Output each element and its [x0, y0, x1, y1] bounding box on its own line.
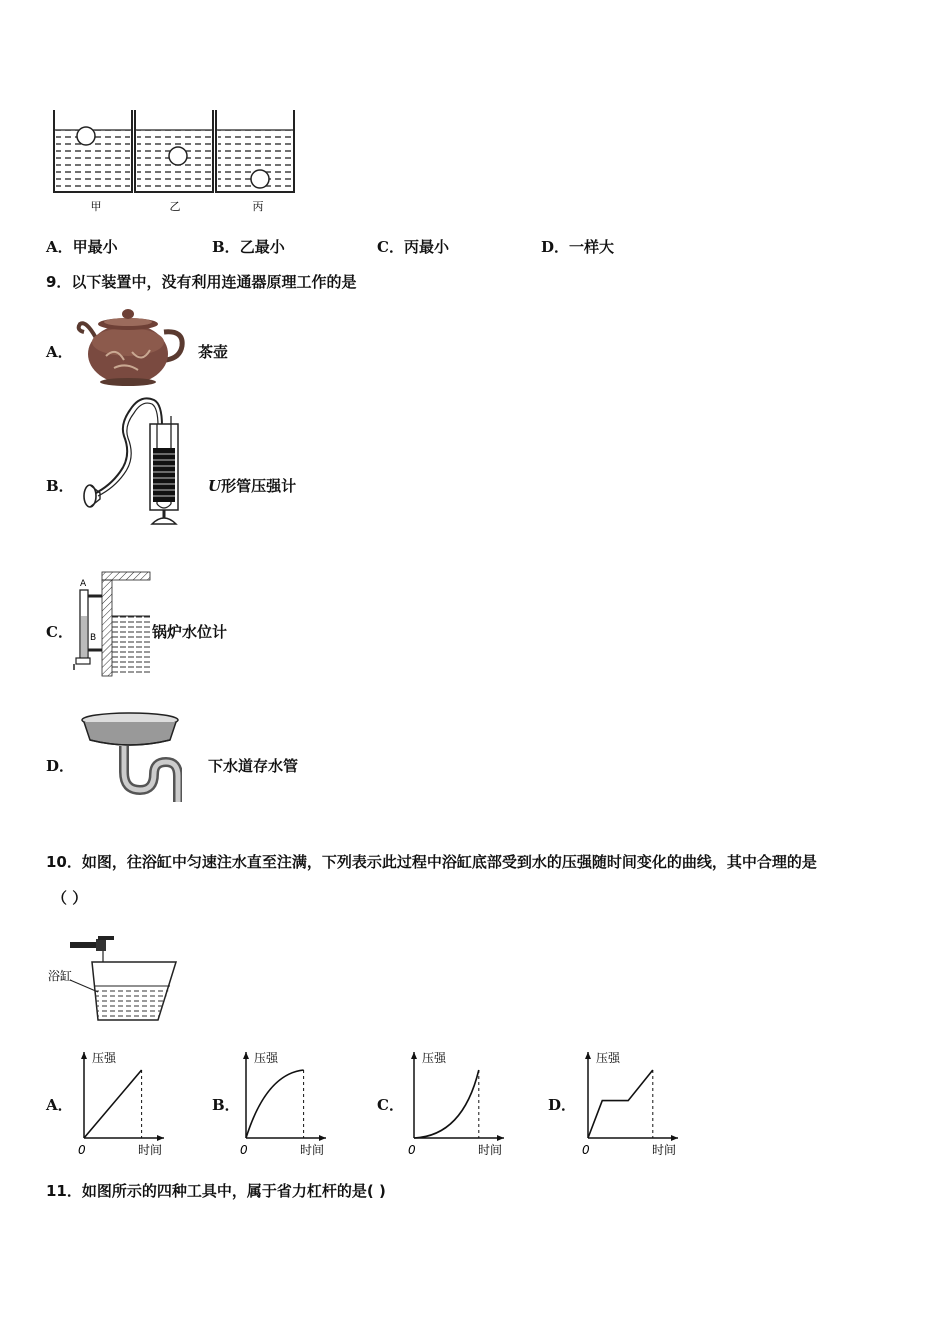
- u-tube-manometer-image: [80, 386, 188, 528]
- x-axis-label: 时间: [138, 1143, 163, 1157]
- teapot-image: [76, 302, 188, 388]
- q9-option-c-text: 锅炉水位计: [152, 623, 228, 641]
- x-axis-label: 时间: [478, 1143, 503, 1157]
- y-axis-arrow: [585, 1052, 591, 1059]
- bathtub-figure: [46, 934, 180, 1026]
- tub-label: 浴缸: [48, 969, 73, 983]
- beaker-bing: [216, 110, 294, 192]
- q10-option-a[interactable]: A．: [46, 1096, 73, 1114]
- label-jia: 甲: [90, 200, 102, 213]
- origin-label: 0: [408, 1143, 416, 1157]
- x-axis-arrow: [497, 1135, 504, 1141]
- label-bing: 丙: [252, 200, 264, 213]
- q9-option-b[interactable]: B．: [46, 477, 74, 495]
- y-axis-label: 压强: [92, 1051, 117, 1065]
- pressure-curve: [588, 1070, 653, 1138]
- q10-graph-d: [578, 1046, 698, 1160]
- q10-stem: 10．如图，往浴缸中匀速注水直至注满，下列表示此过程中浴缸底部受到水的压强随时间变化的曲线，其中合理的是: [46, 853, 817, 871]
- pressure-curve: [414, 1070, 479, 1138]
- x-axis-arrow: [157, 1135, 164, 1141]
- q9-option-a-text: 茶壶: [198, 343, 229, 361]
- y-axis-label: 压强: [596, 1051, 621, 1065]
- y-axis-label: 压强: [422, 1051, 447, 1065]
- q10-graph-c: [404, 1046, 524, 1160]
- x-axis-arrow: [671, 1135, 678, 1141]
- y-axis-arrow: [81, 1052, 87, 1059]
- drain-trap-image: [80, 710, 182, 804]
- x-axis-arrow: [319, 1135, 326, 1141]
- q9-option-c[interactable]: C．: [46, 623, 73, 641]
- y-axis-label: 压强: [254, 1051, 279, 1065]
- q8-option-c[interactable]: C．丙最小: [377, 238, 449, 256]
- q10-answer-paren: （ ）: [52, 889, 88, 907]
- ball-bing: [251, 170, 269, 188]
- q8-option-b[interactable]: B．乙最小: [212, 238, 285, 256]
- q10-option-c[interactable]: C．: [377, 1096, 404, 1114]
- pressure-curve: [246, 1070, 304, 1138]
- beaker-jia: [54, 110, 132, 192]
- x-axis-label: 时间: [300, 1143, 325, 1157]
- origin-label: 0: [78, 1143, 86, 1157]
- q9-stem: 9．以下装置中，没有利用连通器原理工作的是: [46, 273, 357, 291]
- q9-option-a[interactable]: A．: [46, 343, 73, 361]
- q10-option-b[interactable]: B．: [212, 1096, 240, 1114]
- origin-label: 0: [240, 1143, 248, 1157]
- q9-option-d[interactable]: D．: [46, 757, 75, 775]
- q9-option-b-text: U形管压强计: [208, 477, 297, 495]
- origin-label: 0: [582, 1143, 590, 1157]
- beaker-yi: [135, 110, 213, 192]
- q11-stem: 11．如图所示的四种工具中，属于省力杠杆的是( ): [46, 1182, 386, 1200]
- y-axis-arrow: [243, 1052, 249, 1059]
- pressure-curve: [84, 1070, 142, 1138]
- q10-graph-a: [74, 1046, 184, 1160]
- gauge-label-a: A: [80, 579, 87, 589]
- q10-option-d[interactable]: D．: [548, 1096, 577, 1114]
- q8-option-d[interactable]: D．一样大: [541, 238, 615, 256]
- boiler-water-gauge-image: [72, 570, 152, 680]
- ball-yi: [169, 147, 187, 165]
- x-axis-label: 时间: [652, 1143, 677, 1157]
- q8-beakers-figure: [44, 106, 306, 218]
- q10-graph-b: [236, 1046, 346, 1160]
- gauge-label-b: B: [90, 633, 97, 643]
- label-yi: 乙: [169, 200, 181, 213]
- q8-option-a[interactable]: A．甲最小: [46, 238, 118, 256]
- q9-option-d-text: 下水道存水管: [208, 757, 299, 775]
- y-axis-arrow: [411, 1052, 417, 1059]
- ball-jia: [77, 127, 95, 145]
